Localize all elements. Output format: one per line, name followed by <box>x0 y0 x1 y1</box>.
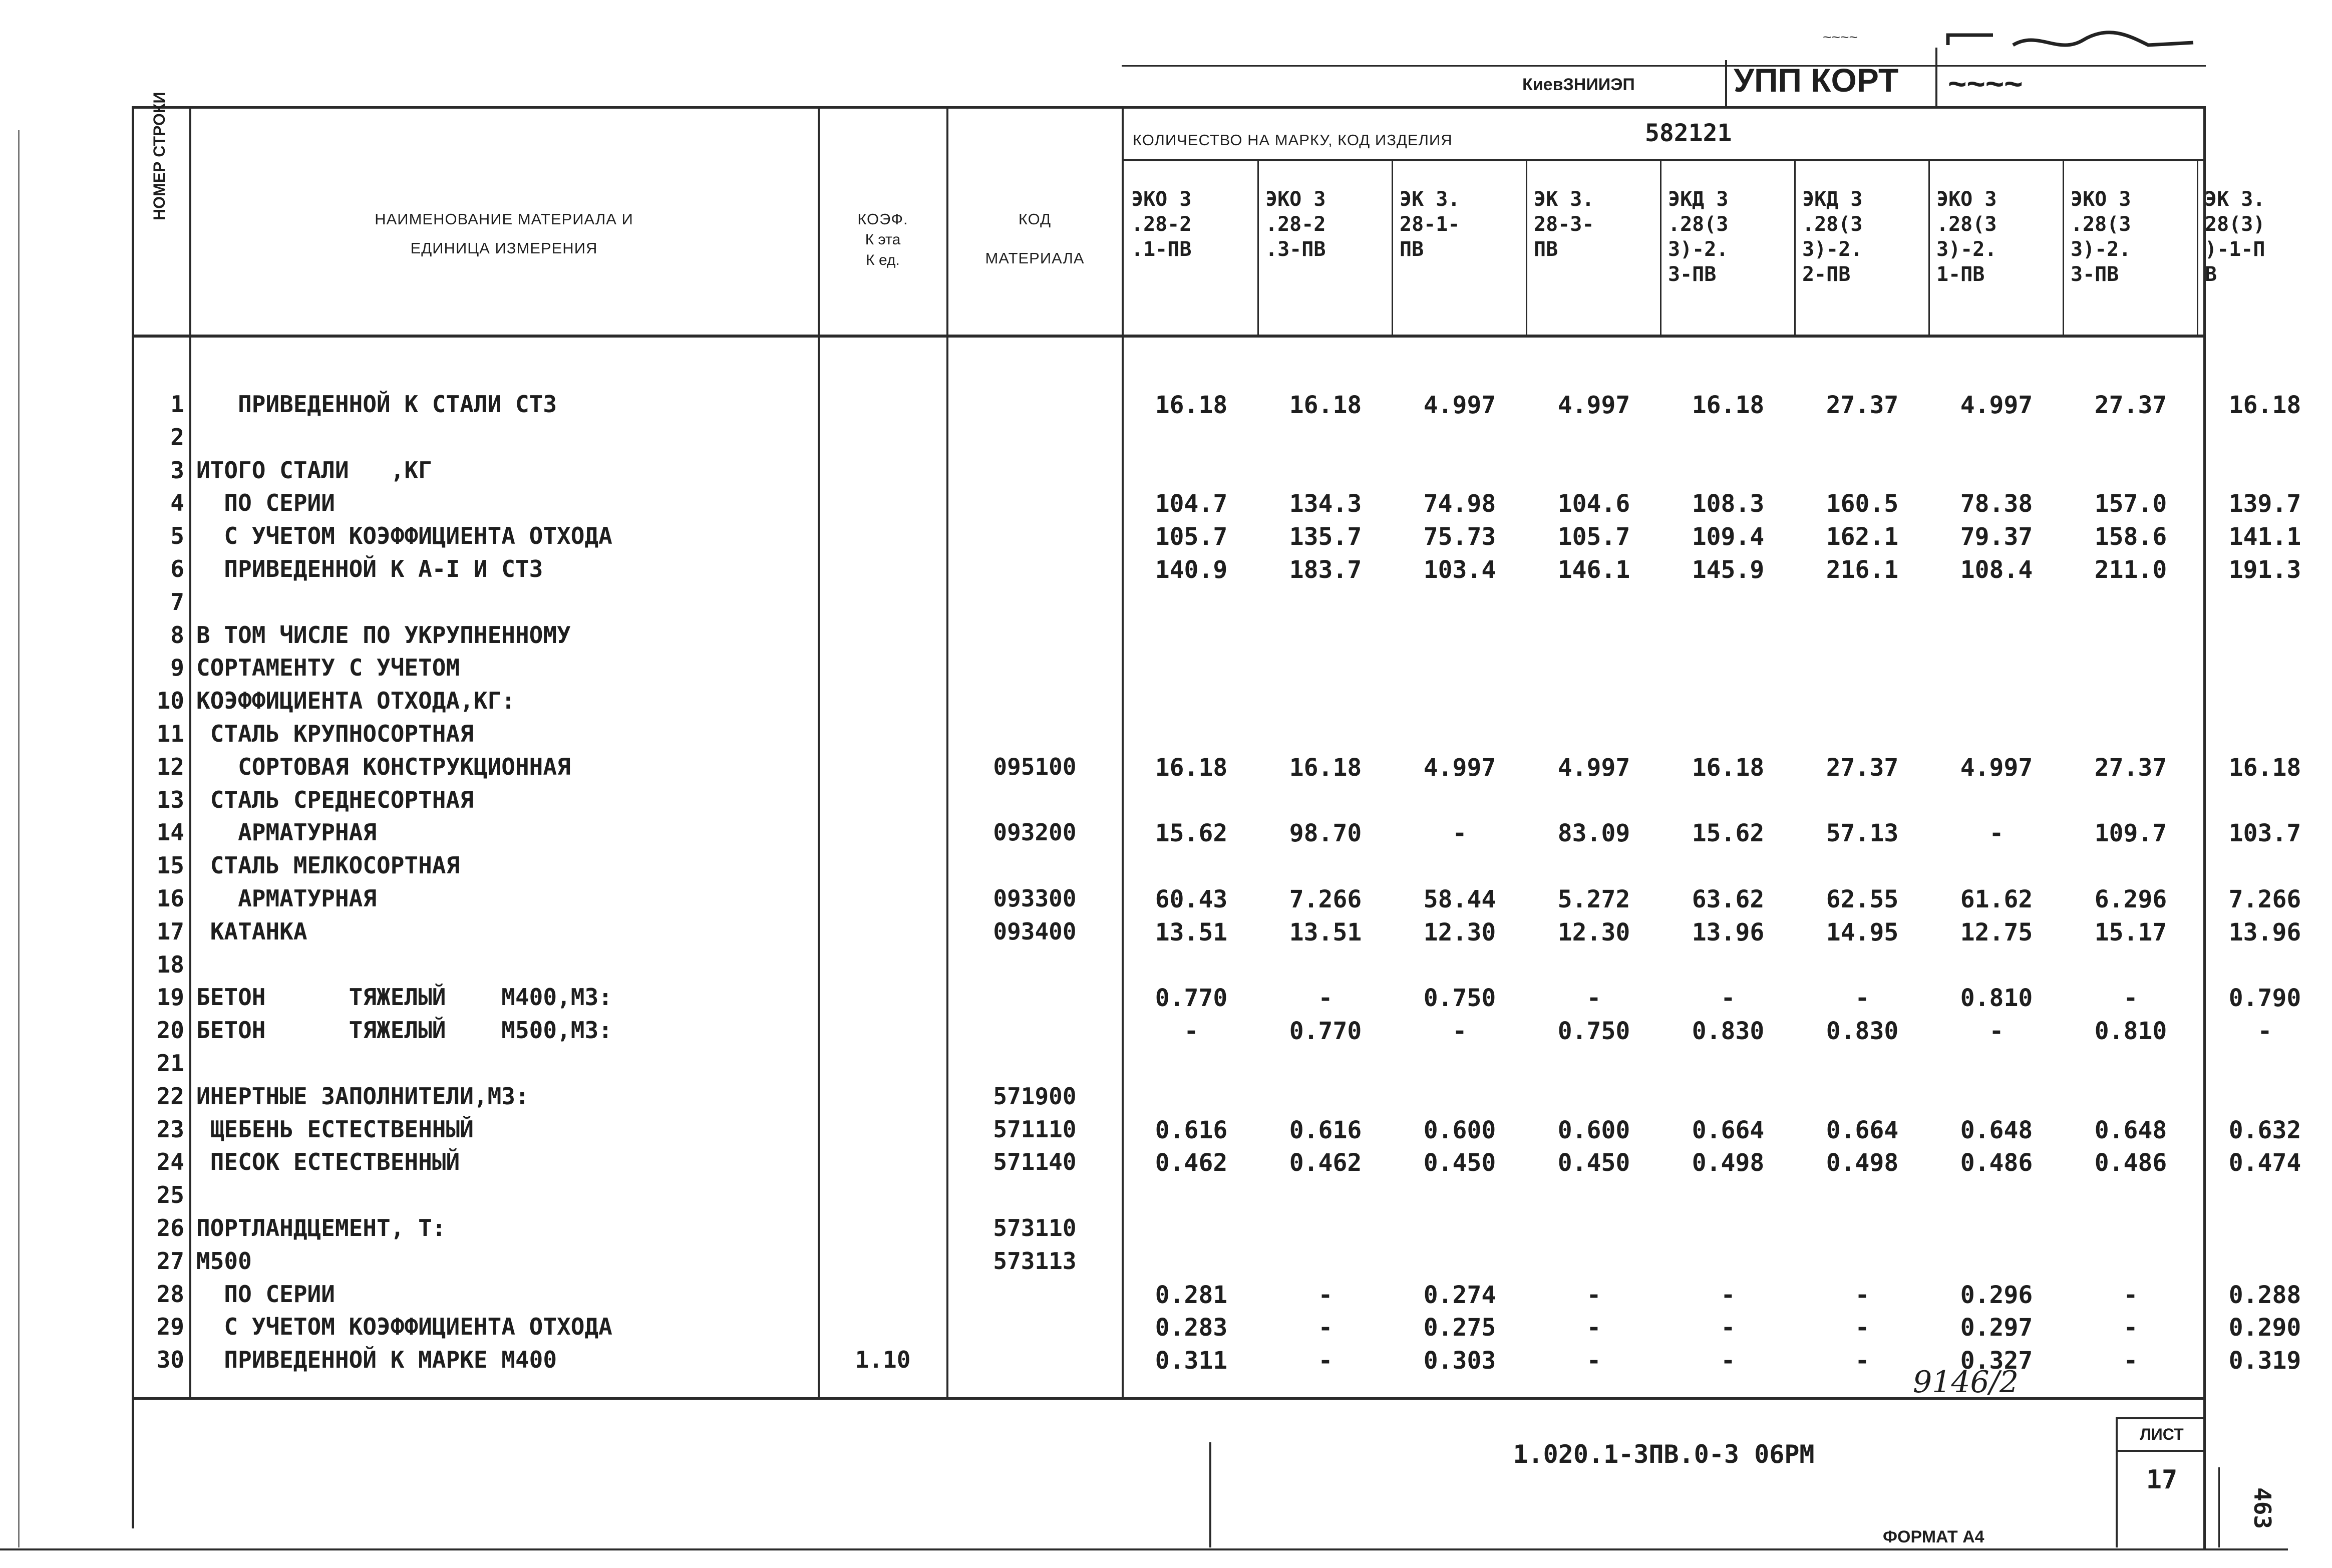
material-name: АРМАТУРНАЯ <box>196 819 377 846</box>
quantity-cell: 27.37 <box>1826 391 1899 419</box>
quantity-cell: 16.18 <box>1289 753 1362 782</box>
quantity-cell: 103.4 <box>1423 556 1496 584</box>
row-number: 23 <box>156 1115 184 1143</box>
material-name: СТАЛЬ МЕЛКОСОРТНАЯ <box>196 852 460 879</box>
quantity-cell: - <box>1721 1314 1736 1342</box>
mark-header-line: .28(3 <box>1936 213 1997 236</box>
quantity-cell: 104.7 <box>1155 490 1228 518</box>
mark-header-line: ЭКО 3 <box>2071 188 2131 211</box>
vline-qty-left <box>1122 106 1124 1397</box>
material-code: 093300 <box>993 885 1077 912</box>
quantity-cell: 6.296 <box>2094 885 2167 913</box>
quantity-cell: 0.830 <box>1826 1017 1899 1046</box>
mark-header-line: .28-2 <box>1131 213 1192 236</box>
quantity-cell: 140.9 <box>1155 556 1228 584</box>
quantity-cell: 78.38 <box>1960 490 2033 518</box>
quantity-cell: 12.30 <box>1557 918 1630 947</box>
quantity-cell: 16.18 <box>1155 753 1228 782</box>
qty-label-line <box>1122 159 2206 161</box>
row-number: 17 <box>156 917 184 945</box>
quantity-cell: 74.98 <box>1423 490 1496 518</box>
mark-column-separator <box>1257 160 1259 336</box>
quantity-cell: 0.319 <box>2228 1347 2301 1375</box>
mark-header-line: ЭКО 3 <box>1936 188 1997 211</box>
quantity-cell: 160.5 <box>1826 490 1899 518</box>
material-name: М500 <box>196 1247 252 1275</box>
quantity-cell: 4.997 <box>1423 753 1496 782</box>
quantity-cell: 0.600 <box>1423 1116 1496 1144</box>
quantity-cell: 0.462 <box>1289 1149 1362 1177</box>
row-number: 16 <box>156 885 184 912</box>
quantity-cell: 27.37 <box>1826 753 1899 782</box>
stamp-org: КиевЗНИИЭП <box>1522 75 1635 94</box>
quantity-cell: 0.600 <box>1557 1116 1630 1144</box>
material-code: 571900 <box>993 1082 1077 1110</box>
header-name-1: НАИМЕНОВАНИЕ МАТЕРИАЛА И <box>375 210 633 228</box>
material-name: ПЕСОК ЕСТЕСТВЕННЫЙ <box>196 1148 460 1176</box>
row-number: 24 <box>156 1148 184 1176</box>
quantity-cell: 27.37 <box>2094 753 2167 782</box>
row-number: 3 <box>170 456 184 484</box>
quantity-cell: 0.296 <box>1960 1281 2033 1309</box>
quantity-cell: 216.1 <box>1826 556 1899 584</box>
quantity-cell: 158.6 <box>2094 523 2167 551</box>
quantity-cell: 105.7 <box>1557 523 1630 551</box>
mark-header-line: 3-ПВ <box>2071 263 2119 286</box>
row-number: 26 <box>156 1214 184 1241</box>
row-number: 20 <box>156 1017 184 1044</box>
quantity-cell: 104.6 <box>1557 490 1630 518</box>
quantity-cell: 145.9 <box>1692 556 1765 584</box>
row-number: 22 <box>156 1082 184 1110</box>
quantity-cell: 14.95 <box>1826 918 1899 947</box>
quantity-cell: - <box>2123 1314 2138 1342</box>
quantity-cell: 13.51 <box>1155 918 1228 947</box>
material-name: СОРТОВАЯ КОНСТРУКЦИОННАЯ <box>196 753 571 780</box>
quantity-cell: - <box>1721 984 1736 1013</box>
material-name: СТАЛЬ СРЕДНЕСОРТНАЯ <box>196 786 474 813</box>
sheet-label: ЛИСТ <box>2140 1425 2184 1443</box>
quantity-cell: 183.7 <box>1289 556 1362 584</box>
quantity-cell: 0.648 <box>1960 1116 2033 1144</box>
quantity-cell: 135.7 <box>1289 523 1362 551</box>
footer-divider <box>1209 1442 1211 1547</box>
quantity-cell: 0.750 <box>1557 1017 1630 1046</box>
quantity-cell: 0.648 <box>2094 1116 2167 1144</box>
mark-header-line: .3-ПВ <box>1265 238 1326 261</box>
mark-column-separator <box>1526 160 1527 336</box>
frame-left <box>132 106 134 1528</box>
quantity-cell: - <box>1586 1347 1601 1375</box>
left-margin-line <box>18 130 20 1547</box>
quantity-cell: 0.664 <box>1692 1116 1765 1144</box>
quantity-cell: - <box>1855 1314 1870 1342</box>
mark-header-line: .28-2 <box>1265 213 1326 236</box>
quantity-cell: 61.62 <box>1960 885 2033 913</box>
quantity-cell: 146.1 <box>1557 556 1630 584</box>
quantity-cell: 75.73 <box>1423 523 1496 551</box>
mark-header-line: ЭК 3. <box>2205 188 2265 211</box>
quantity-cell: 0.274 <box>1423 1281 1496 1309</box>
quantity-cell: - <box>1318 984 1333 1013</box>
side-number: 463 <box>2249 1487 2276 1529</box>
mark-header-line: 28-1- <box>1400 213 1460 236</box>
header-bottom-line <box>133 335 2206 338</box>
quantity-cell: - <box>1318 1314 1333 1342</box>
quantity-cell: - <box>1318 1347 1333 1375</box>
sheet-box-top <box>2116 1417 2206 1419</box>
quantity-cell: 141.1 <box>2228 523 2301 551</box>
material-name: СТАЛЬ КРУПНОСОРТНАЯ <box>196 720 474 747</box>
row-number: 27 <box>156 1247 184 1275</box>
mark-column-separator <box>1928 160 1930 336</box>
quantity-cell: 12.75 <box>1960 918 2033 947</box>
material-code: 573110 <box>993 1214 1077 1241</box>
quantity-cell: 0.498 <box>1826 1149 1899 1177</box>
quantity-cell: 0.450 <box>1423 1149 1496 1177</box>
quantity-cell: - <box>1586 1314 1601 1342</box>
quantity-cell: 16.18 <box>2228 391 2301 419</box>
quantity-cell: 103.7 <box>2228 819 2301 848</box>
quantity-cell: 4.997 <box>1960 753 2033 782</box>
row-number: 11 <box>156 720 184 747</box>
material-name: БЕТОН ТЯЖЕЛЫЙ М500,М3: <box>196 1017 612 1044</box>
quantity-cell: 16.18 <box>1692 753 1765 782</box>
quantity-cell: 7.266 <box>1289 885 1362 913</box>
quantity-cell: 0.616 <box>1155 1116 1228 1144</box>
header-row-number: НОМЕР СТРОКИ <box>150 92 168 220</box>
quantity-cell: 0.288 <box>2228 1281 2301 1309</box>
quantity-cell: 4.997 <box>1423 391 1496 419</box>
material-code: 095100 <box>993 753 1077 780</box>
stamp-divider-1 <box>1725 60 1727 108</box>
quantity-cell: 13.96 <box>2228 918 2301 947</box>
material-name: КОЭФФИЦИЕНТА ОТХОДА,КГ: <box>196 687 515 715</box>
mark-header-line: 3-ПВ <box>1668 263 1717 286</box>
material-name: ПО СЕРИИ <box>196 489 335 517</box>
material-name: С УЧЕТОМ КОЭФФИЦИЕНТА ОТХОДА <box>196 1313 612 1341</box>
row-number: 7 <box>170 588 184 615</box>
mark-header-line: 3)-2. <box>2071 238 2131 261</box>
row-number: 4 <box>170 489 184 517</box>
quantity-cell: 0.474 <box>2228 1149 2301 1177</box>
material-name: ИНЕРТНЫЕ ЗАПОЛНИТЕЛИ,М3: <box>196 1082 529 1110</box>
header-qty-label: КОЛИЧЕСТВО НА МАРКУ, КОД ИЗДЕЛИЯ <box>1133 131 1453 149</box>
row-number: 13 <box>156 786 184 813</box>
quantity-cell: 4.997 <box>1557 753 1630 782</box>
header-code-2: МАТЕРИАЛА <box>985 249 1085 267</box>
quantity-cell: 0.275 <box>1423 1314 1496 1342</box>
quantity-cell: - <box>1586 984 1601 1013</box>
vline-coef-left <box>818 106 820 1397</box>
mark-header-line: ЭК 3. <box>1400 188 1460 211</box>
quantity-cell: 0.664 <box>1826 1116 1899 1144</box>
frame-bottom <box>0 1548 2288 1550</box>
quantity-cell: 60.43 <box>1155 885 1228 913</box>
mark-header-line: ЭК 3. <box>1534 188 1594 211</box>
mark-header-line: 3)-2. <box>1802 238 1863 261</box>
material-name: СОРТАМЕНТУ С УЧЕТОМ <box>196 654 460 682</box>
quantity-cell: 0.486 <box>1960 1149 2033 1177</box>
header-code-1: КОД <box>1018 210 1052 228</box>
quantity-cell: - <box>1721 1281 1736 1309</box>
quantity-cell: 63.62 <box>1692 885 1765 913</box>
row-number: 6 <box>170 555 184 582</box>
row-number: 19 <box>156 984 184 1011</box>
row-number: 9 <box>170 654 184 682</box>
material-name: АРМАТУРНАЯ <box>196 885 377 912</box>
quantity-cell: 5.272 <box>1557 885 1630 913</box>
quantity-cell: 0.486 <box>2094 1149 2167 1177</box>
quantity-cell: 15.62 <box>1692 819 1765 848</box>
mark-header-line: 1-ПВ <box>1936 263 1985 286</box>
vline-code-left <box>946 106 948 1397</box>
header-coef-2: К эта <box>865 231 901 248</box>
quantity-cell: 0.616 <box>1289 1116 1362 1144</box>
row-number: 28 <box>156 1280 184 1308</box>
material-code: 571140 <box>993 1148 1077 1176</box>
row-number: 14 <box>156 819 184 846</box>
quantity-cell: 134.3 <box>1289 490 1362 518</box>
quantity-cell: 108.3 <box>1692 490 1765 518</box>
material-name: ПРИВЕДЕННОЙ К СТАЛИ СТ3 <box>196 391 557 418</box>
quantity-cell: - <box>1586 1281 1601 1309</box>
quantity-cell: 109.4 <box>1692 523 1765 551</box>
quantity-cell: 157.0 <box>2094 490 2167 518</box>
mark-header-line: ПВ <box>1534 238 1558 261</box>
stamp-scribble-right: ~~~~ <box>1948 66 2023 102</box>
material-name: ПРИВЕДЕННОЙ К МАРКЕ М400 <box>196 1346 557 1374</box>
quantity-cell: 15.17 <box>2094 918 2167 947</box>
row-number: 25 <box>156 1181 184 1209</box>
handwritten-number: 9146/2 <box>1913 1365 2019 1400</box>
format-label: ФОРМАТ А4 <box>1883 1527 1984 1546</box>
row-number: 29 <box>156 1313 184 1341</box>
quantity-cell: 0.632 <box>2228 1116 2301 1144</box>
quantity-cell: 139.7 <box>2228 490 2301 518</box>
quantity-cell: - <box>2123 1347 2138 1375</box>
quantity-cell: 79.37 <box>1960 523 2033 551</box>
material-name: С УЧЕТОМ КОЭФФИЦИЕНТА ОТХОДА <box>196 522 612 550</box>
mark-column-separator <box>2063 160 2064 336</box>
header-product-code: 582121 <box>1645 119 1732 147</box>
quantity-cell: - <box>2123 984 2138 1013</box>
quantity-cell: 0.303 <box>1423 1347 1496 1375</box>
row-number: 21 <box>156 1050 184 1077</box>
mark-header-line: 2-ПВ <box>1802 263 1851 286</box>
quantity-cell: - <box>1989 1017 2004 1046</box>
quantity-cell: 0.810 <box>2094 1017 2167 1046</box>
material-name: ПРИВЕДЕННОЙ К А-I И СТ3 <box>196 555 543 582</box>
row-number: 5 <box>170 522 184 550</box>
quantity-cell: 0.462 <box>1155 1149 1228 1177</box>
material-name: КАТАНКА <box>196 917 307 945</box>
quantity-cell: 0.830 <box>1692 1017 1765 1046</box>
quantity-cell: 12.30 <box>1423 918 1496 947</box>
stamp-scribble-left: ~~~~ <box>1823 29 1858 46</box>
stamp-divider-2 <box>1935 48 1937 108</box>
quantity-cell: 211.0 <box>2094 556 2167 584</box>
quantity-cell: 0.290 <box>2228 1314 2301 1342</box>
quantity-cell: 7.266 <box>2228 885 2301 913</box>
document-code: 1.020.1-3ПВ.0-3 06РМ <box>1513 1440 1815 1469</box>
side-tab-line <box>2218 1467 2220 1547</box>
quantity-cell: 16.18 <box>1289 391 1362 419</box>
quantity-cell: - <box>2123 1281 2138 1309</box>
material-code: 571110 <box>993 1115 1077 1143</box>
mark-header-line: 3)-2. <box>1936 238 1997 261</box>
material-code: 093400 <box>993 917 1077 945</box>
material-code: 573113 <box>993 1247 1077 1275</box>
quantity-cell: 0.297 <box>1960 1314 2033 1342</box>
footer-top-line <box>133 1397 2206 1400</box>
sheet-box-mid <box>2116 1450 2206 1452</box>
quantity-cell: 0.281 <box>1155 1281 1228 1309</box>
quantity-cell: 57.13 <box>1826 819 1899 848</box>
mark-header-line: .28(3 <box>1668 213 1729 236</box>
quantity-cell: 0.498 <box>1692 1149 1765 1177</box>
quantity-cell: 4.997 <box>1960 391 2033 419</box>
stamp-dept: УПП КОРТ <box>1734 62 1899 99</box>
material-name: ПО СЕРИИ <box>196 1280 335 1308</box>
quantity-cell: 16.18 <box>1155 391 1228 419</box>
quantity-cell: 13.96 <box>1692 918 1765 947</box>
quantity-cell: - <box>1855 1347 1870 1375</box>
material-name: БЕТОН ТЯЖЕЛЫЙ М400,М3: <box>196 984 612 1011</box>
quantity-cell: 0.790 <box>2228 984 2301 1013</box>
mark-header-line: .28(3 <box>2071 213 2131 236</box>
material-name: ПОРТЛАНДЦЕМЕНТ, Т: <box>196 1214 446 1241</box>
quantity-cell: 13.51 <box>1289 918 1362 947</box>
quantity-cell: 16.18 <box>2228 753 2301 782</box>
quantity-cell: 15.62 <box>1155 819 1228 848</box>
material-name: В ТОМ ЧИСЛЕ ПО УКРУПНЕННОМУ <box>196 621 571 649</box>
quantity-cell: 0.327 <box>1960 1347 2033 1375</box>
quantity-cell: - <box>1452 1017 1467 1046</box>
row-number: 8 <box>170 621 184 649</box>
mark-header-line: ЭКД 3 <box>1802 188 1863 211</box>
mark-column-separator <box>2197 160 2198 336</box>
mark-header-line: В <box>2205 263 2217 286</box>
row-number: 2 <box>170 423 184 451</box>
row-number: 10 <box>156 687 184 715</box>
signature-mark <box>1938 25 2198 105</box>
material-name: ЩЕБЕНЬ ЕСТЕСТВЕННЫЙ <box>196 1115 474 1143</box>
mark-column-separator <box>1794 160 1796 336</box>
quantity-cell: 0.810 <box>1960 984 2033 1013</box>
mark-header-line: 28-3- <box>1534 213 1594 236</box>
quantity-cell: - <box>1452 819 1467 848</box>
quantity-cell: 162.1 <box>1826 523 1899 551</box>
mark-column-separator <box>1392 160 1393 336</box>
frame-top <box>133 106 2206 109</box>
quantity-cell: 83.09 <box>1557 819 1630 848</box>
mark-header-line: )-1-П <box>2205 238 2265 261</box>
quantity-cell: 0.750 <box>1423 984 1496 1013</box>
row-number: 30 <box>156 1346 184 1374</box>
mark-header-line: 3)-2. <box>1668 238 1729 261</box>
coefficient: 1.10 <box>855 1346 911 1374</box>
header-name-2: ЕДИНИЦА ИЗМЕРЕНИЯ <box>410 239 598 257</box>
quantity-cell: 108.4 <box>1960 556 2033 584</box>
quantity-cell: - <box>1855 984 1870 1013</box>
mark-header-line: ЭКО 3 <box>1265 188 1326 211</box>
vline-name-left <box>189 106 191 1397</box>
quantity-cell: 16.18 <box>1692 391 1765 419</box>
row-number: 12 <box>156 753 184 780</box>
quantity-cell: - <box>2257 1017 2272 1046</box>
mark-header-line: ПВ <box>1400 238 1424 261</box>
row-number: 18 <box>156 951 184 978</box>
quantity-cell: 4.997 <box>1557 391 1630 419</box>
material-name: ИТОГО СТАЛИ ,КГ <box>196 456 432 484</box>
quantity-cell: - <box>1855 1281 1870 1309</box>
quantity-cell: 27.37 <box>2094 391 2167 419</box>
row-number: 15 <box>156 852 184 879</box>
material-code: 093200 <box>993 819 1077 846</box>
quantity-cell: 0.770 <box>1289 1017 1362 1046</box>
quantity-cell: 0.770 <box>1155 984 1228 1013</box>
quantity-cell: - <box>1184 1017 1199 1046</box>
quantity-cell: - <box>1721 1347 1736 1375</box>
mark-header-line: .1-ПВ <box>1131 238 1192 261</box>
quantity-cell: - <box>1318 1281 1333 1309</box>
mark-header-line: ЭКД 3 <box>1668 188 1729 211</box>
sheet-number: 17 <box>2146 1465 2178 1495</box>
mark-header-line: 28(3) <box>2205 213 2265 236</box>
quantity-cell: 105.7 <box>1155 523 1228 551</box>
header-coef-3: К ед. <box>866 252 900 268</box>
mark-header-line: .28(3 <box>1802 213 1863 236</box>
quantity-cell: 98.70 <box>1289 819 1362 848</box>
quantity-cell: 62.55 <box>1826 885 1899 913</box>
quantity-cell: 0.450 <box>1557 1149 1630 1177</box>
mark-column-separator <box>1660 160 1661 336</box>
quantity-cell: 109.7 <box>2094 819 2167 848</box>
quantity-cell: - <box>1989 819 2004 848</box>
quantity-cell: 0.311 <box>1155 1347 1228 1375</box>
quantity-cell: 58.44 <box>1423 885 1496 913</box>
quantity-cell: 191.3 <box>2228 556 2301 584</box>
row-number: 1 <box>170 391 184 418</box>
mark-header-line: ЭКО 3 <box>1131 188 1192 211</box>
quantity-cell: 0.283 <box>1155 1314 1228 1342</box>
header-coef-1: КОЭФ. <box>857 210 908 228</box>
